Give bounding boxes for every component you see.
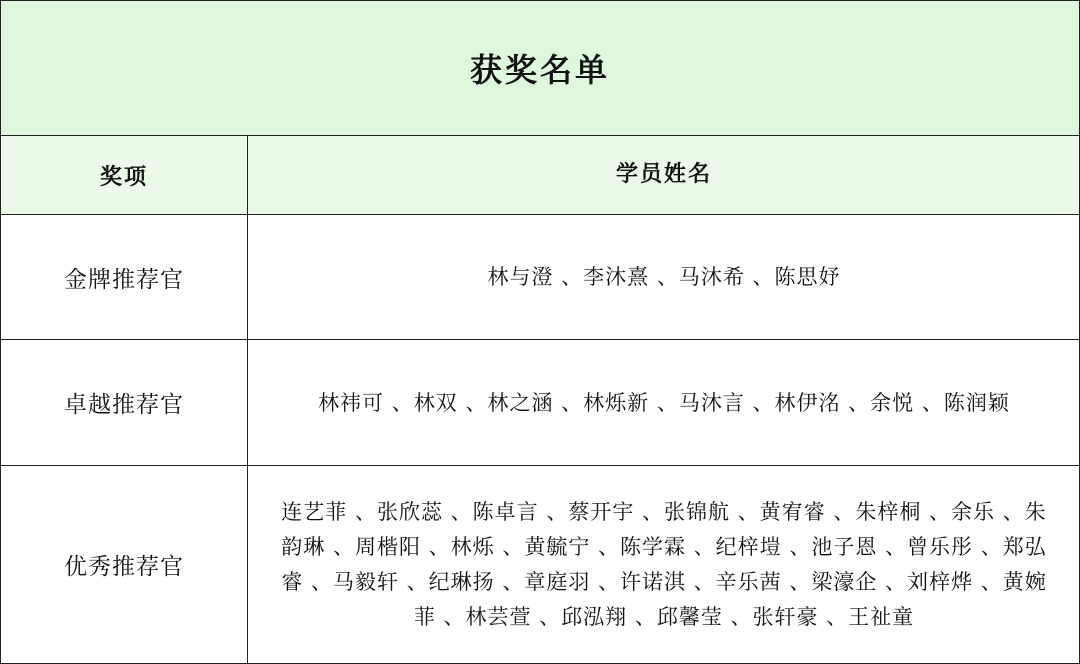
table-title: 获奖名单 (1, 1, 1079, 136)
table-row (1, 340, 1079, 466)
table-row (1, 215, 1079, 340)
student-names: 连艺菲 、张欣蕊 、陈卓言 、蔡开宇 、张锦航 、黄宥睿 、朱梓桐 、余乐 、朱韵琳 、周楷阳 、林烁 、黄毓宁 、陈学霖 、纪梓塏 、池子恩 、曾乐彤 、郑弘睿 、马毅轩 、纪琳扬 、章庭羽 、许诺淇 、辛乐茜 、梁濠企 、刘梓烨 、黄婉菲 、林芸萱 、邱泓翔 、邱馨莹 、张轩豪 、王祉童 (281, 499, 1047, 629)
header-student-names: 学员姓名 (615, 162, 712, 187)
table-row (1, 466, 1079, 663)
student-names: 林祎可 、林双 、林之涵 、林烁新 、马沐言 、林伊洺 、余悦 、陈润颖 (318, 390, 1010, 415)
table-header-row (1, 136, 1079, 215)
award-name: 卓越推荐官 (1, 340, 248, 465)
award-name: 优秀推荐官 (1, 466, 248, 663)
student-names: 林与澄 、李沐熹 、马沐希 、陈思妤 (487, 265, 841, 289)
header-award: 奖项 (1, 136, 248, 214)
award-name: 金牌推荐官 (1, 215, 248, 339)
